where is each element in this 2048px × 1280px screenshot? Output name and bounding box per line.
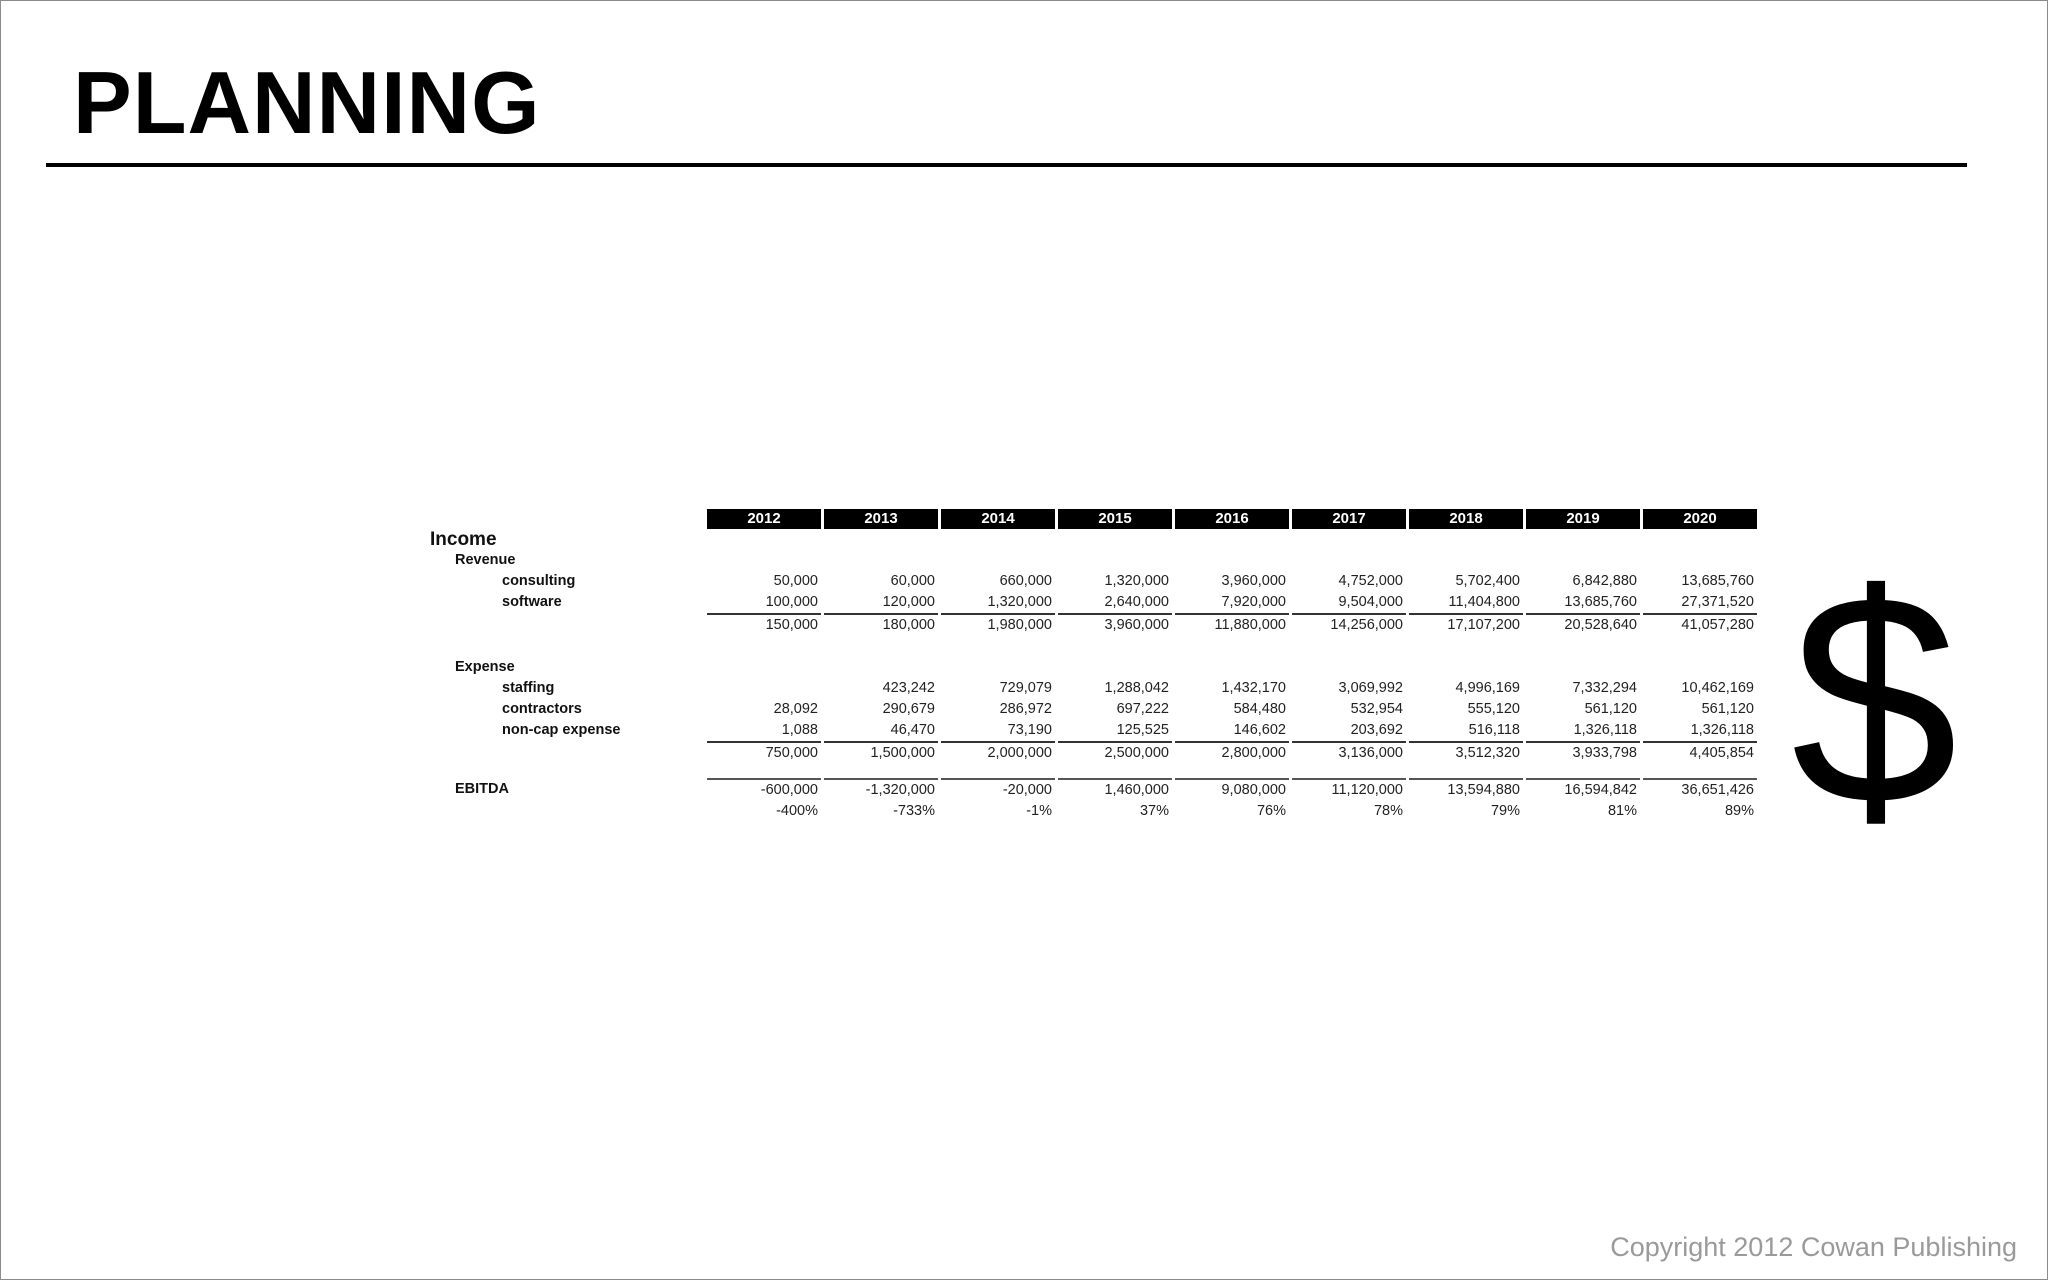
table-cell: 729,079	[999, 680, 1052, 696]
copyright-notice: Copyright 2012 Cowan Publishing	[1610, 1232, 2017, 1262]
year-header: 2014	[941, 509, 1055, 529]
table-cell: -1%	[1026, 803, 1052, 819]
spacer-row	[430, 764, 1757, 778]
table-cell	[707, 678, 821, 699]
table-cell: 9,504,000	[1338, 594, 1403, 610]
table-cell: 3,512,320	[1409, 741, 1523, 764]
revenue-label: Revenue	[455, 552, 516, 568]
expense-label: Expense	[455, 659, 515, 675]
table-cell: 50,000	[773, 573, 818, 589]
table-cell: 1,088	[781, 722, 818, 738]
table-cell: 13,685,760	[1681, 573, 1754, 589]
ebitda-percent-row	[430, 801, 1757, 822]
revenue-total-row	[430, 613, 1757, 636]
table-cell: 11,404,800	[1448, 594, 1520, 610]
table-cell: 28,092	[773, 701, 818, 717]
table-cell: 3,960,000	[1221, 573, 1286, 589]
table-cell: 697,222	[1116, 701, 1169, 717]
table-cell: 2,500,000	[1058, 741, 1172, 764]
year-header: 2019	[1526, 509, 1640, 529]
table-cell: 532,954	[1350, 701, 1403, 717]
revenue-section-row	[430, 550, 1757, 571]
table-cell: -400%	[776, 803, 818, 819]
table-cell: 20,528,640	[1526, 613, 1640, 636]
expense-section-row	[430, 657, 1757, 678]
year-header: 2020	[1643, 509, 1757, 529]
software-row	[430, 592, 1757, 613]
table-cell: 3,069,992	[1338, 680, 1403, 696]
table-cell: 37%	[1139, 803, 1169, 819]
table-cell: 1,432,170	[1221, 680, 1286, 696]
table-cell: 4,752,000	[1338, 573, 1403, 589]
table-cell: 660,000	[999, 573, 1052, 589]
table-cell: 5,702,400	[1455, 573, 1520, 589]
row-label: contractors	[502, 701, 582, 717]
table-cell: 1,320,000	[1104, 573, 1169, 589]
table-cell: 1,326,118	[1573, 722, 1637, 738]
table-cell: 11,120,000	[1292, 778, 1406, 801]
table-cell: 1,326,118	[1690, 722, 1754, 738]
table-cell: -600,000	[707, 778, 821, 801]
income-label: Income	[430, 529, 497, 550]
table-cell: 584,480	[1233, 701, 1286, 717]
year-header: 2012	[707, 509, 821, 529]
table-cell: -20,000	[941, 778, 1055, 801]
table-cell: 6,842,880	[1572, 573, 1637, 589]
table-cell: 41,057,280	[1643, 613, 1757, 636]
table-cell: 750,000	[707, 741, 821, 764]
year-header-row	[430, 509, 1757, 529]
table-cell: 203,692	[1350, 722, 1403, 738]
ebitda-label: EBITDA	[455, 781, 509, 797]
income-section-row	[430, 529, 1757, 550]
table-cell: 14,256,000	[1292, 613, 1406, 636]
year-header: 2018	[1409, 509, 1523, 529]
table-cell: 7,332,294	[1572, 680, 1637, 696]
table-cell: 146,602	[1233, 722, 1286, 738]
table-cell: -1,320,000	[824, 778, 938, 801]
table-cell: 1,500,000	[824, 741, 938, 764]
table-cell: 27,371,520	[1681, 594, 1754, 610]
header-blank-cell	[430, 509, 704, 529]
row-label: consulting	[502, 573, 576, 589]
table-cell: 79%	[1490, 803, 1520, 819]
expense-total-row	[430, 741, 1757, 764]
total-label-blank	[430, 741, 704, 764]
total-label-blank	[430, 613, 704, 636]
spacer-row	[430, 636, 1757, 657]
consulting-row	[430, 571, 1757, 592]
table-cell: 1,980,000	[941, 613, 1055, 636]
table-cell: 60,000	[890, 573, 935, 589]
table-cell: 2,000,000	[941, 741, 1055, 764]
ebitda-percent-label-blank	[430, 801, 704, 822]
table-cell: 1,288,042	[1104, 680, 1169, 696]
table-cell: 4,405,854	[1643, 741, 1757, 764]
table-cell: 17,107,200	[1409, 613, 1523, 636]
staffing-row	[430, 678, 1757, 699]
table-cell: 16,594,842	[1526, 778, 1640, 801]
table-cell: 81%	[1607, 803, 1637, 819]
table-cell: 10,462,169	[1681, 680, 1754, 696]
table-cell: 423,242	[882, 680, 935, 696]
year-header: 2017	[1292, 509, 1406, 529]
table-cell: 555,120	[1467, 701, 1520, 717]
table-cell: 78%	[1373, 803, 1403, 819]
table-cell: 180,000	[824, 613, 938, 636]
title-divider	[46, 163, 1967, 167]
row-label: software	[502, 594, 562, 610]
table-cell: 120,000	[882, 594, 935, 610]
table-cell: 7,920,000	[1221, 594, 1286, 610]
table-cell: 290,679	[882, 701, 935, 717]
row-label: non-cap expense	[502, 722, 621, 738]
year-header: 2016	[1175, 509, 1289, 529]
table-cell: 125,525	[1116, 722, 1169, 738]
table-cell: 73,190	[1007, 722, 1052, 738]
table-cell: 100,000	[765, 594, 818, 610]
table-cell: 9,080,000	[1175, 778, 1289, 801]
table-cell: 1,460,000	[1058, 778, 1172, 801]
table-cell: 561,120	[1701, 701, 1754, 717]
contractors-row	[430, 699, 1757, 720]
table-cell: 3,136,000	[1292, 741, 1406, 764]
dollar-sign-graphic: $	[1791, 531, 1958, 867]
table-cell: 13,685,760	[1564, 594, 1637, 610]
table-cell: 516,118	[1468, 722, 1520, 738]
table-cell: -733%	[893, 803, 935, 819]
table-cell: 1,320,000	[987, 594, 1052, 610]
table-cell: 4,996,169	[1455, 680, 1520, 696]
table-cell: 36,651,426	[1643, 778, 1757, 801]
year-header: 2013	[824, 509, 938, 529]
noncap-expense-row	[430, 720, 1757, 741]
table-cell: 89%	[1724, 803, 1754, 819]
table-cell: 13,594,880	[1409, 778, 1523, 801]
table-cell: 46,470	[890, 722, 935, 738]
ebitda-row	[430, 778, 1757, 801]
table-cell: 286,972	[999, 701, 1052, 717]
table-cell: 76%	[1256, 803, 1286, 819]
table-cell: 561,120	[1584, 701, 1637, 717]
table-cell: 3,960,000	[1058, 613, 1172, 636]
table-cell: 2,640,000	[1104, 594, 1169, 610]
slide-title: PLANNING	[73, 53, 541, 152]
table-cell: 2,800,000	[1175, 741, 1289, 764]
table-cell: 11,880,000	[1175, 613, 1289, 636]
year-header: 2015	[1058, 509, 1172, 529]
row-label: staffing	[502, 680, 555, 696]
table-cell: 150,000	[707, 613, 821, 636]
table-cell: 3,933,798	[1526, 741, 1640, 764]
financial-plan-table	[427, 509, 1760, 822]
